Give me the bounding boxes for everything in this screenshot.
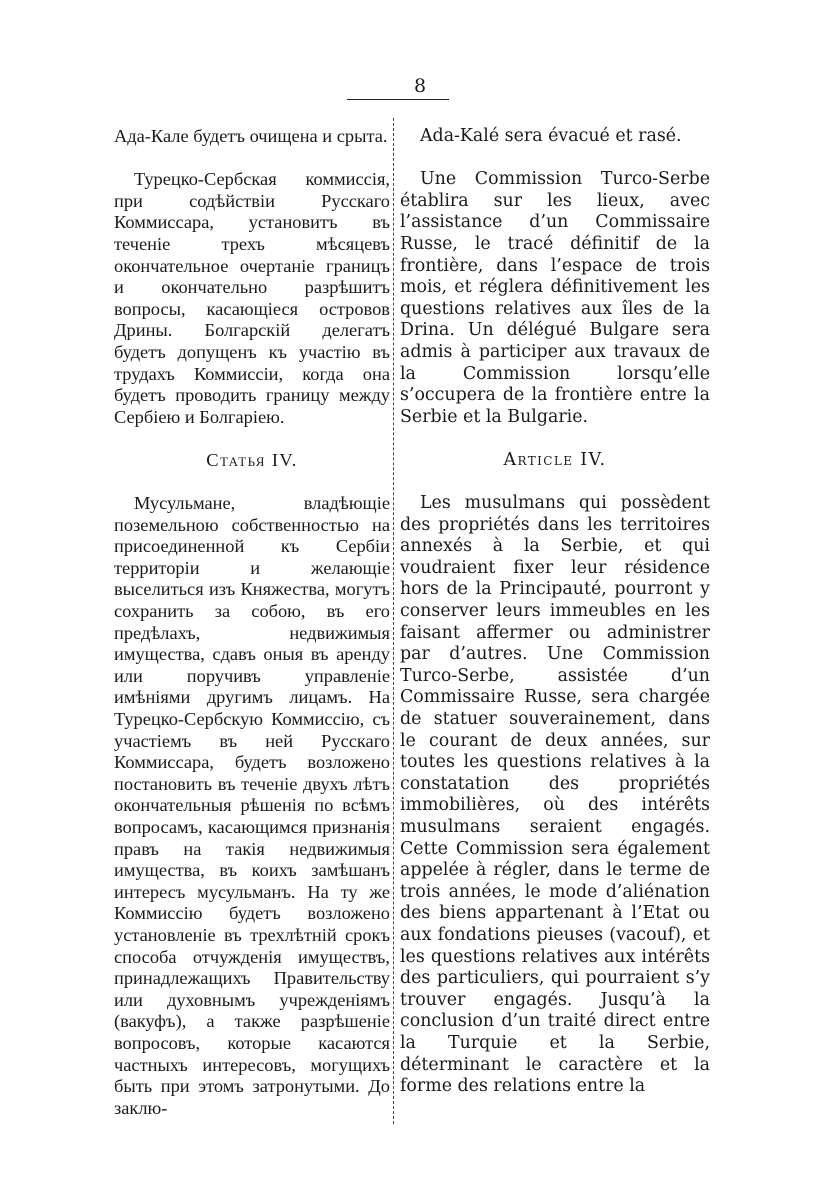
french-paragraph-3: Les musulmans qui possèdent des propriétés dans les territoires annexés à la Serbie, et qui voudraient fixer leur résidence hors de la Principauté, pourront y conserver leurs immeubles en les faisant affermer ou administrer par d’autres. Une Commission Turco-Serbe, assistée d’un Commissaire Russe, sera chargée de statuer souverainement, dans le courant de deux années, sur toutes les questions relatives à la constatation des propriétés immobilières, où des intérêts musulmans seraient engagés. Cette Commission sera également appelée à régler, dans le terme de trois années, le mode d’aliénation des biens appartenant à l’Etat ou aux fondations pieuses (vacouf), et les questions relatives aux intérêts des particuliers, qui pourraient s’y trouver engagés. Jusqu’à la conclusion d’un traité direct entre la Turquie et la Serbie, déterminant le caractère et la forme des relations entre la — [400, 493, 710, 1097]
russian-article-heading: Статья IV. — [206, 449, 298, 470]
column-divider — [393, 118, 394, 1124]
french-column — [400, 126, 710, 1098]
french-article-heading: Article IV. — [503, 449, 607, 470]
russian-paragraph-3: Мусульмане, владѣющіе поземельною собственностью на присоединенной къ Сербіи территоріи и желающіе выселиться изъ Княжества, могутъ сохранить за собою, въ его предѣлахъ, недвижимыя имущества, сдавъ оныя въ аренду или поручивъ управленіе имѣніями другимъ лицамъ. На Турецко-Сербскую Коммиссію, съ участіемъ въ ней Русскаго Коммиссара, будетъ возложено постановить въ теченіе двухъ лѣтъ окончательныя рѣшенія по всѣмъ вопросамъ, касающимся признанія правъ на такія недвижимыя имущества, въ коихъ замѣшанъ интересъ мусульманъ. На ту же Коммиссію будетъ возложено установленіе въ трехлѣтній срокъ способа отчужденія имуществъ, принадлежащихъ Правительству или духовнымъ учрежденіямъ (вакуфъ), а также разрѣшеніе вопросовъ, которые касаются частныхъ интересовъ, могущихъ быть при этомъ затронутыми. До заклю- — [114, 493, 390, 1118]
page-number-rule — [347, 99, 449, 100]
russian-paragraph-1: Ада-Кале будетъ очищена и срыта. — [114, 126, 388, 146]
russian-column — [114, 126, 390, 1119]
french-paragraph-2: Une Commission Turco-Serbe établira sur les lieux, avec l’assistance d’un Commissaire Russe, le tracé définitif de la frontière, dans l’espace de trois mois, et réglera définitivement les questions relatives aux îles de la Drina. Un délégué Bulgare sera admis à participer aux travaux de la Commission lorsqu’elle s’occupera de la frontière entre la Serbie et la Bulgarie. — [400, 169, 710, 427]
russian-paragraph-2: Турецко-Сербская коммиссія, при содѣйствіи Русскаго Коммиссара, установитъ въ теченіе трехъ мѣсяцевъ окончательное очертаніе границъ и окончательно разрѣшитъ вопросы, касающіеся островов Дрины. Болгарскій делегатъ будетъ допущенъ къ участію въ трудахъ Коммиссіи, когда она будетъ проводить границу между Сербіею и Болгаріею. — [114, 169, 390, 427]
french-paragraph-1: Ada-Kalé sera évacué et rasé. — [420, 126, 682, 146]
page-number: 8 — [413, 75, 427, 97]
